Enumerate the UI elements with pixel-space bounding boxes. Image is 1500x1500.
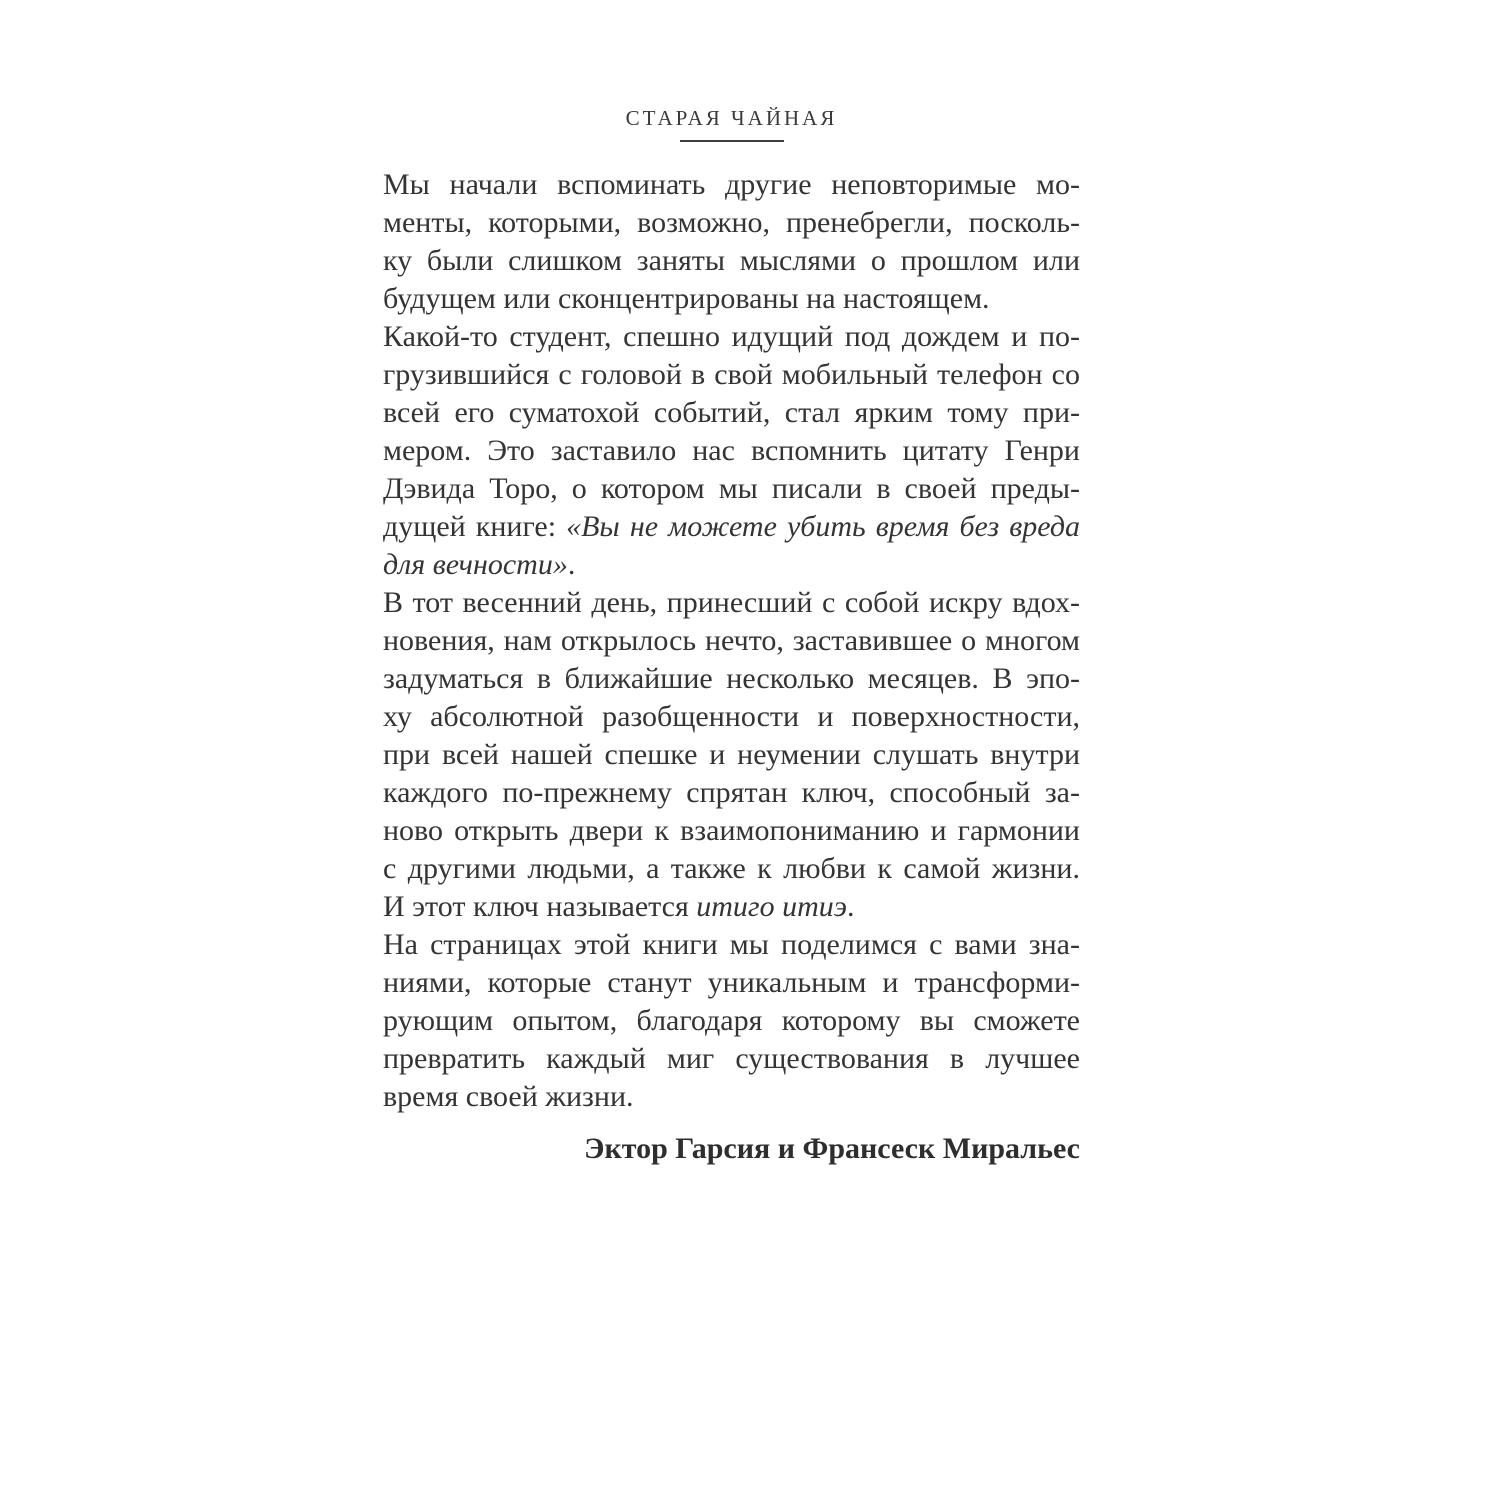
paragraph [383,318,1080,584]
text-line [383,698,1080,736]
text-segment: превратить каждый миг существования в лучшее [383,1042,1080,1075]
text-line [383,622,1080,660]
text-line [383,850,1080,888]
text-line [383,660,1080,698]
text-line [383,1078,1080,1116]
text-segment: . [847,890,855,923]
text-line [383,394,1080,432]
text-segment: с другими людьми, а также к любви к самой жизни. [383,852,1080,885]
text-segment: ку были слишком заняты мыслями о прошлом или [383,244,1080,277]
text-segment: На страницах этой книги мы поделимся с вами зна- [383,928,1080,961]
paragraph [383,926,1080,1116]
text-segment: Дэвида Торо, о котором мы писали в своей преды- [383,472,1080,505]
text-segment: . [567,548,576,581]
text-segment: будущем или сконцентрированы на настоящем. [383,282,990,315]
italic-segment: «Вы не можете убить время без вреда [566,510,1081,543]
text-segment: Какой-то студент, спешно идущий под дождем и по- [383,320,1080,353]
author-line: Эктор Гарсия и Франсеск Миральес [584,1132,1080,1165]
text-line [383,1002,1080,1040]
text-line [383,926,1080,964]
text-segment: новения, нам открылось нечто, заставившее о многом [383,624,1080,657]
italic-segment: итиго итиэ [696,890,848,923]
paragraph [383,584,1080,926]
text-segment: каждого по-прежнему спрятан ключ, способный за- [383,776,1080,809]
body-text [383,166,1080,1116]
text-segment: И этот ключ называется [383,890,697,923]
text-line [383,1040,1080,1078]
text-line [383,166,1080,204]
text-line [383,812,1080,850]
text-segment: ху абсолютной разобщенности и поверхностности, [383,700,1080,733]
text-line [383,508,1080,546]
text-line [383,204,1080,242]
text-line [383,356,1080,394]
header-rule [680,140,784,142]
text-line [383,280,1080,318]
paragraph [383,166,1080,318]
text-column [383,106,1080,1168]
running-header: СТАРАЯ ЧАЙНАЯ [625,106,838,130]
text-line [383,964,1080,1002]
italic-segment: для вечности» [383,548,568,581]
text-segment: ниями, которые станут уникальным и трансформи- [383,966,1080,999]
text-segment: при всей нашей спешке и неумении слушать внутри [383,738,1080,771]
text-line [383,584,1080,622]
text-line [383,888,1080,926]
text-segment: дущей книге: [383,510,567,543]
text-line [383,242,1080,280]
text-segment: ново открыть двери к взаимопониманию и гармонии [383,814,1080,847]
text-segment: менты, которыми, возможно, пренебрегли, посколь- [383,206,1080,239]
text-line [383,546,1080,584]
text-segment: всей его суматохой событий, стал ярким тому при- [383,396,1080,429]
text-segment: время своей жизни. [383,1080,634,1113]
text-segment: рующим опытом, благодаря которому вы сможете [383,1004,1080,1037]
text-segment: мером. Это заставило нас вспомнить цитату Генри [383,434,1080,467]
text-segment: грузившийся с головой в свой мобильный телефон со [383,358,1080,391]
text-segment: Мы начали вспоминать другие неповторимые мо- [383,168,1080,201]
text-line [383,736,1080,774]
text-line [383,774,1080,812]
text-segment: В тот весенний день, принесший с собой искру вдох- [383,586,1080,619]
text-line [383,318,1080,356]
text-segment: задуматься в ближайшие несколько месяцев. В эпо- [383,662,1080,695]
text-line [383,470,1080,508]
text-line [383,432,1080,470]
